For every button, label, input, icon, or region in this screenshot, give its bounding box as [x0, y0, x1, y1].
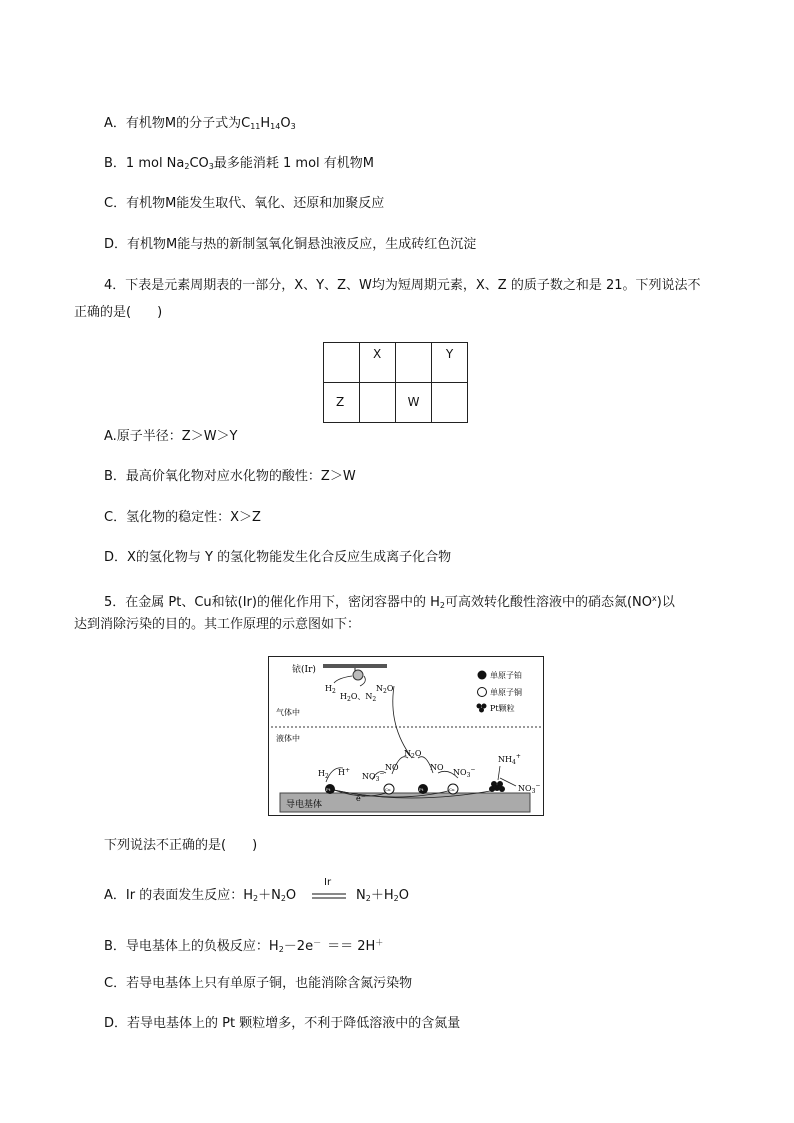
q3-option-b [104, 155, 374, 176]
text: －2e [283, 939, 314, 954]
iridium-plate [323, 664, 387, 668]
q4-stem-line1: 4．下表是元素周期表的一部分，X、Y、Z、W均为短周期元素，X、Z 的质子数之和是 21。下列说法不 [104, 278, 701, 293]
no-label-1: NO [385, 763, 399, 772]
q3-option-d: D．有机物M能与热的新制氢氧化铜悬浊液反应，生成砖红色沉淀 [104, 237, 477, 252]
table-cell: Y [432, 343, 468, 383]
text: O [285, 888, 297, 903]
single-atom-cu-icon [478, 688, 487, 697]
sup: − [535, 782, 541, 789]
text: H [340, 692, 347, 701]
q5-stem-line2: 达到消除污染的目的。其工作原理的示意图如下： [74, 617, 361, 632]
table-cell [360, 383, 396, 423]
sub: 3 [466, 772, 471, 779]
sup: － [313, 938, 322, 947]
sub: 2 [393, 894, 399, 903]
sup: + [344, 767, 351, 774]
legend-pt-particle: Pt颗粒 [490, 704, 515, 713]
table-cell [324, 343, 360, 383]
q5-stem-line1 [104, 590, 675, 615]
particle-dot [499, 786, 505, 792]
text: O [386, 684, 394, 693]
sub: 3 [375, 776, 380, 783]
table-cell [396, 343, 432, 383]
sub: 14 [270, 122, 281, 131]
text: 最多能消耗 1 mol 有机物M [213, 156, 374, 171]
sup: ＋ [375, 938, 384, 947]
text: 可高效转化酸性溶液中的硝态氮(NO [444, 595, 653, 610]
iridium-label: 铱(Ir) [292, 665, 316, 675]
text: N [356, 888, 366, 903]
sub: 2 [365, 894, 371, 903]
sub: 2 [280, 894, 286, 903]
sub: 3 [290, 122, 296, 131]
table-cell [432, 383, 468, 423]
text: ＋H [370, 888, 394, 903]
no-label-2: NO [430, 763, 444, 772]
liquid-phase-label: 液体中 [276, 734, 300, 743]
cu-atom-label: Cu [449, 787, 455, 792]
q5-option-b [104, 934, 383, 959]
pt-atom-label: Pt [326, 787, 331, 792]
sub: 2 [383, 688, 387, 695]
text: O [414, 749, 422, 758]
sub: 2 [252, 894, 259, 903]
sub: 2 [439, 601, 445, 610]
text: CO [189, 156, 209, 171]
q4-option-c: C．氢化物的稳定性：X＞Z [104, 510, 261, 525]
text: e [356, 794, 361, 803]
text: NO [518, 784, 532, 793]
sub: 11 [250, 122, 261, 131]
text: B．导电基体上的负极反应：H [104, 939, 279, 954]
q3-a-text: A．有机物M的分子式为C [104, 116, 251, 131]
sub: 3 [208, 162, 214, 171]
single-atom-pt-icon [478, 671, 487, 680]
sup: − [360, 793, 366, 800]
iridium-atom [353, 670, 363, 680]
text: NH [498, 755, 512, 764]
text: A．Ir 的表面发生反应：H [104, 888, 253, 903]
sub: 2 [184, 162, 190, 171]
text: N [404, 749, 411, 758]
q3-option-a [104, 115, 296, 136]
table-cell: Z [324, 383, 360, 423]
sub: 2 [372, 696, 377, 703]
text: NO [453, 768, 467, 777]
text: H [318, 769, 325, 778]
equilibrium-sign [312, 892, 346, 900]
sup: − [470, 766, 476, 773]
text: ＋N [258, 888, 281, 903]
sup: + [515, 753, 521, 760]
text: N [376, 684, 383, 693]
particle-dot [479, 708, 484, 713]
q5-question: 下列说法不正确的是( ) [104, 838, 258, 853]
sub: 4 [511, 759, 516, 766]
pt-atom-label: Pt [419, 787, 424, 792]
text: O [280, 116, 291, 131]
q3-option-c: C．有机物M能发生取代、氧化、还原和加聚反应 [104, 196, 385, 211]
table-row [324, 343, 468, 383]
catalyst-label: Ir [324, 877, 332, 888]
particle-dot [489, 786, 495, 792]
text: ＝＝ 2H [327, 939, 376, 954]
particle-dot [494, 785, 500, 791]
sub: 2 [278, 945, 284, 954]
q4-option-d: D．X的氢化物与 Y 的氢化物能发生化合反应生成离子化合物 [104, 550, 452, 565]
periodic-table-fragment [323, 342, 468, 423]
q4-option-b: B．最高价氧化物对应水化物的酸性：Z＞W [104, 469, 356, 484]
text: H [338, 768, 345, 777]
q5-option-c: C．若导电基体上只有单原子铜，也能消除含氮污染物 [104, 976, 413, 991]
text: O、N [350, 692, 373, 701]
legend-pt: 单原子铂 [490, 671, 522, 680]
sub: 2 [324, 773, 329, 780]
sub: 3 [531, 788, 536, 795]
gas-phase-label: 气体中 [276, 708, 300, 717]
text: H [325, 684, 332, 693]
q4-option-a: A.原子半径：Z＞W＞Y [104, 429, 238, 444]
sup: x [652, 594, 657, 603]
sup: − [379, 770, 385, 777]
table-row [324, 383, 468, 423]
cu-atom-label: Cu [385, 787, 391, 792]
legend-cu: 单原子铜 [490, 688, 522, 697]
text: NO [362, 772, 376, 781]
q4-stem-line2: 正确的是( ) [74, 305, 163, 320]
q5-option-a-product [356, 887, 409, 908]
conductive-base-label: 导电基体 [286, 800, 323, 810]
sub: 2 [346, 696, 351, 703]
text: H [260, 116, 271, 131]
q5-option-a [104, 887, 296, 908]
q5-option-d: D．若导电基体上的 Pt 颗粒增多，不利于降低溶液中的含氮量 [104, 1016, 461, 1031]
text: B．1 mol Na [104, 156, 185, 171]
sub: 2 [331, 688, 336, 695]
table-cell: X [360, 343, 396, 383]
text: O [398, 888, 409, 903]
text: 5．在金属 Pt、Cu和铱(Ir)的催化作用下，密闭容器中的 H [104, 595, 440, 610]
working-principle-diagram [268, 656, 544, 816]
text: )以 [656, 595, 675, 610]
sub: 2 [411, 753, 415, 760]
table-cell: W [396, 383, 432, 423]
